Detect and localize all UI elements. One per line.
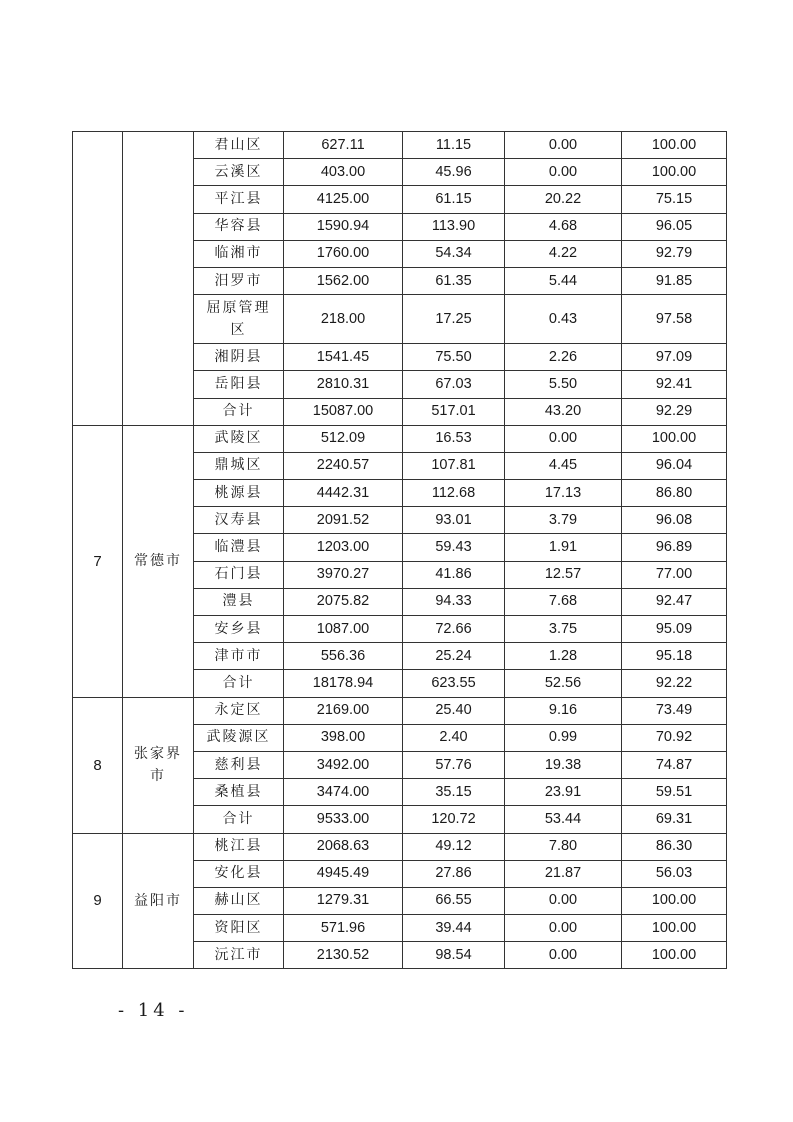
county-cell: 安乡县	[194, 616, 284, 643]
value-cell: 4.68	[505, 213, 622, 240]
page-number: - 14 -	[118, 1000, 189, 1021]
city-cell: 益阳市	[123, 833, 194, 969]
value-cell: 1562.00	[284, 267, 403, 294]
value-cell: 623.55	[403, 670, 505, 697]
county-cell: 桃源县	[194, 480, 284, 507]
county-cell: 永定区	[194, 697, 284, 724]
value-cell: 571.96	[284, 915, 403, 942]
value-cell: 2068.63	[284, 833, 403, 860]
county-cell: 临澧县	[194, 534, 284, 561]
value-cell: 69.31	[622, 806, 727, 833]
county-cell: 澧县	[194, 588, 284, 615]
value-cell: 4.22	[505, 240, 622, 267]
county-cell: 桑植县	[194, 779, 284, 806]
value-cell: 16.53	[403, 425, 505, 452]
value-cell: 3474.00	[284, 779, 403, 806]
county-cell: 合计	[194, 670, 284, 697]
value-cell: 97.58	[622, 295, 727, 344]
value-cell: 72.66	[403, 616, 505, 643]
county-cell: 平江县	[194, 186, 284, 213]
value-cell: 3492.00	[284, 751, 403, 778]
value-cell: 20.22	[505, 186, 622, 213]
value-cell: 59.51	[622, 779, 727, 806]
value-cell: 1590.94	[284, 213, 403, 240]
table-row	[73, 697, 727, 724]
value-cell: 100.00	[622, 159, 727, 186]
city-cell: 张家界市	[123, 697, 194, 833]
value-cell: 96.89	[622, 534, 727, 561]
table-row	[73, 132, 727, 159]
value-cell: 113.90	[403, 213, 505, 240]
value-cell: 0.00	[505, 887, 622, 914]
value-cell: 7.68	[505, 588, 622, 615]
value-cell: 1203.00	[284, 534, 403, 561]
value-cell: 512.09	[284, 425, 403, 452]
county-cell: 赫山区	[194, 887, 284, 914]
value-cell: 92.79	[622, 240, 727, 267]
value-cell: 2240.57	[284, 452, 403, 479]
value-cell: 25.24	[403, 643, 505, 670]
county-cell: 合计	[194, 398, 284, 425]
county-cell: 岳阳县	[194, 371, 284, 398]
county-cell: 云溪区	[194, 159, 284, 186]
value-cell: 2075.82	[284, 588, 403, 615]
value-cell: 17.13	[505, 480, 622, 507]
value-cell: 403.00	[284, 159, 403, 186]
value-cell: 517.01	[403, 398, 505, 425]
value-cell: 2130.52	[284, 942, 403, 969]
value-cell: 2.26	[505, 344, 622, 371]
value-cell: 18178.94	[284, 670, 403, 697]
county-cell: 合计	[194, 806, 284, 833]
value-cell: 3.75	[505, 616, 622, 643]
value-cell: 54.34	[403, 240, 505, 267]
value-cell: 5.44	[505, 267, 622, 294]
value-cell: 67.03	[403, 371, 505, 398]
value-cell: 93.01	[403, 507, 505, 534]
value-cell: 73.49	[622, 697, 727, 724]
value-cell: 66.55	[403, 887, 505, 914]
value-cell: 57.76	[403, 751, 505, 778]
value-cell: 1.91	[505, 534, 622, 561]
county-cell: 临湘市	[194, 240, 284, 267]
value-cell: 59.43	[403, 534, 505, 561]
county-cell: 武陵源区	[194, 724, 284, 751]
group-index-cell: 8	[73, 697, 123, 833]
value-cell: 112.68	[403, 480, 505, 507]
county-cell: 汉寿县	[194, 507, 284, 534]
county-cell: 华容县	[194, 213, 284, 240]
value-cell: 100.00	[622, 942, 727, 969]
value-cell: 25.40	[403, 697, 505, 724]
value-cell: 17.25	[403, 295, 505, 344]
county-cell: 沅江市	[194, 942, 284, 969]
data-table	[72, 131, 727, 969]
value-cell: 75.50	[403, 344, 505, 371]
value-cell: 92.29	[622, 398, 727, 425]
value-cell: 0.00	[505, 942, 622, 969]
value-cell: 107.81	[403, 452, 505, 479]
value-cell: 49.12	[403, 833, 505, 860]
value-cell: 7.80	[505, 833, 622, 860]
value-cell: 2.40	[403, 724, 505, 751]
value-cell: 218.00	[284, 295, 403, 344]
value-cell: 120.72	[403, 806, 505, 833]
county-cell: 君山区	[194, 132, 284, 159]
value-cell: 15087.00	[284, 398, 403, 425]
county-cell: 石门县	[194, 561, 284, 588]
value-cell: 56.03	[622, 860, 727, 887]
value-cell: 12.57	[505, 561, 622, 588]
value-cell: 45.96	[403, 159, 505, 186]
value-cell: 41.86	[403, 561, 505, 588]
value-cell: 61.35	[403, 267, 505, 294]
value-cell: 2169.00	[284, 697, 403, 724]
value-cell: 96.05	[622, 213, 727, 240]
value-cell: 3970.27	[284, 561, 403, 588]
county-cell: 津市市	[194, 643, 284, 670]
value-cell: 627.11	[284, 132, 403, 159]
value-cell: 35.15	[403, 779, 505, 806]
value-cell: 0.00	[505, 159, 622, 186]
county-cell: 桃江县	[194, 833, 284, 860]
value-cell: 2810.31	[284, 371, 403, 398]
table-row	[73, 425, 727, 452]
value-cell: 77.00	[622, 561, 727, 588]
county-cell: 鼎城区	[194, 452, 284, 479]
value-cell: 95.18	[622, 643, 727, 670]
value-cell: 92.22	[622, 670, 727, 697]
value-cell: 19.38	[505, 751, 622, 778]
value-cell: 39.44	[403, 915, 505, 942]
value-cell: 21.87	[505, 860, 622, 887]
county-cell: 汨罗市	[194, 267, 284, 294]
county-cell: 屈原管理区	[194, 295, 284, 344]
group-index-cell: 7	[73, 425, 123, 697]
value-cell: 52.56	[505, 670, 622, 697]
group-index-cell: 9	[73, 833, 123, 969]
value-cell: 1.28	[505, 643, 622, 670]
city-cell	[123, 132, 194, 426]
value-cell: 97.09	[622, 344, 727, 371]
value-cell: 2091.52	[284, 507, 403, 534]
value-cell: 43.20	[505, 398, 622, 425]
value-cell: 100.00	[622, 915, 727, 942]
value-cell: 556.36	[284, 643, 403, 670]
value-cell: 23.91	[505, 779, 622, 806]
value-cell: 96.08	[622, 507, 727, 534]
value-cell: 92.41	[622, 371, 727, 398]
value-cell: 0.43	[505, 295, 622, 344]
city-cell: 常德市	[123, 425, 194, 697]
value-cell: 1541.45	[284, 344, 403, 371]
county-cell: 武陵区	[194, 425, 284, 452]
value-cell: 27.86	[403, 860, 505, 887]
value-cell: 61.15	[403, 186, 505, 213]
value-cell: 95.09	[622, 616, 727, 643]
value-cell: 86.30	[622, 833, 727, 860]
value-cell: 0.99	[505, 724, 622, 751]
county-cell: 湘阴县	[194, 344, 284, 371]
county-cell: 安化县	[194, 860, 284, 887]
value-cell: 9.16	[505, 697, 622, 724]
table-row	[73, 833, 727, 860]
value-cell: 100.00	[622, 887, 727, 914]
value-cell: 98.54	[403, 942, 505, 969]
value-cell: 4945.49	[284, 860, 403, 887]
value-cell: 100.00	[622, 425, 727, 452]
value-cell: 74.87	[622, 751, 727, 778]
value-cell: 53.44	[505, 806, 622, 833]
value-cell: 5.50	[505, 371, 622, 398]
value-cell: 100.00	[622, 132, 727, 159]
county-cell: 资阳区	[194, 915, 284, 942]
value-cell: 4125.00	[284, 186, 403, 213]
value-cell: 1087.00	[284, 616, 403, 643]
value-cell: 91.85	[622, 267, 727, 294]
value-cell: 86.80	[622, 480, 727, 507]
value-cell: 9533.00	[284, 806, 403, 833]
value-cell: 0.00	[505, 915, 622, 942]
county-cell: 慈利县	[194, 751, 284, 778]
value-cell: 70.92	[622, 724, 727, 751]
value-cell: 4442.31	[284, 480, 403, 507]
value-cell: 1279.31	[284, 887, 403, 914]
value-cell: 75.15	[622, 186, 727, 213]
value-cell: 0.00	[505, 425, 622, 452]
value-cell: 4.45	[505, 452, 622, 479]
value-cell: 96.04	[622, 452, 727, 479]
value-cell: 94.33	[403, 588, 505, 615]
value-cell: 11.15	[403, 132, 505, 159]
value-cell: 0.00	[505, 132, 622, 159]
table-body	[73, 132, 727, 969]
group-index-cell	[73, 132, 123, 426]
value-cell: 1760.00	[284, 240, 403, 267]
value-cell: 92.47	[622, 588, 727, 615]
value-cell: 398.00	[284, 724, 403, 751]
value-cell: 3.79	[505, 507, 622, 534]
